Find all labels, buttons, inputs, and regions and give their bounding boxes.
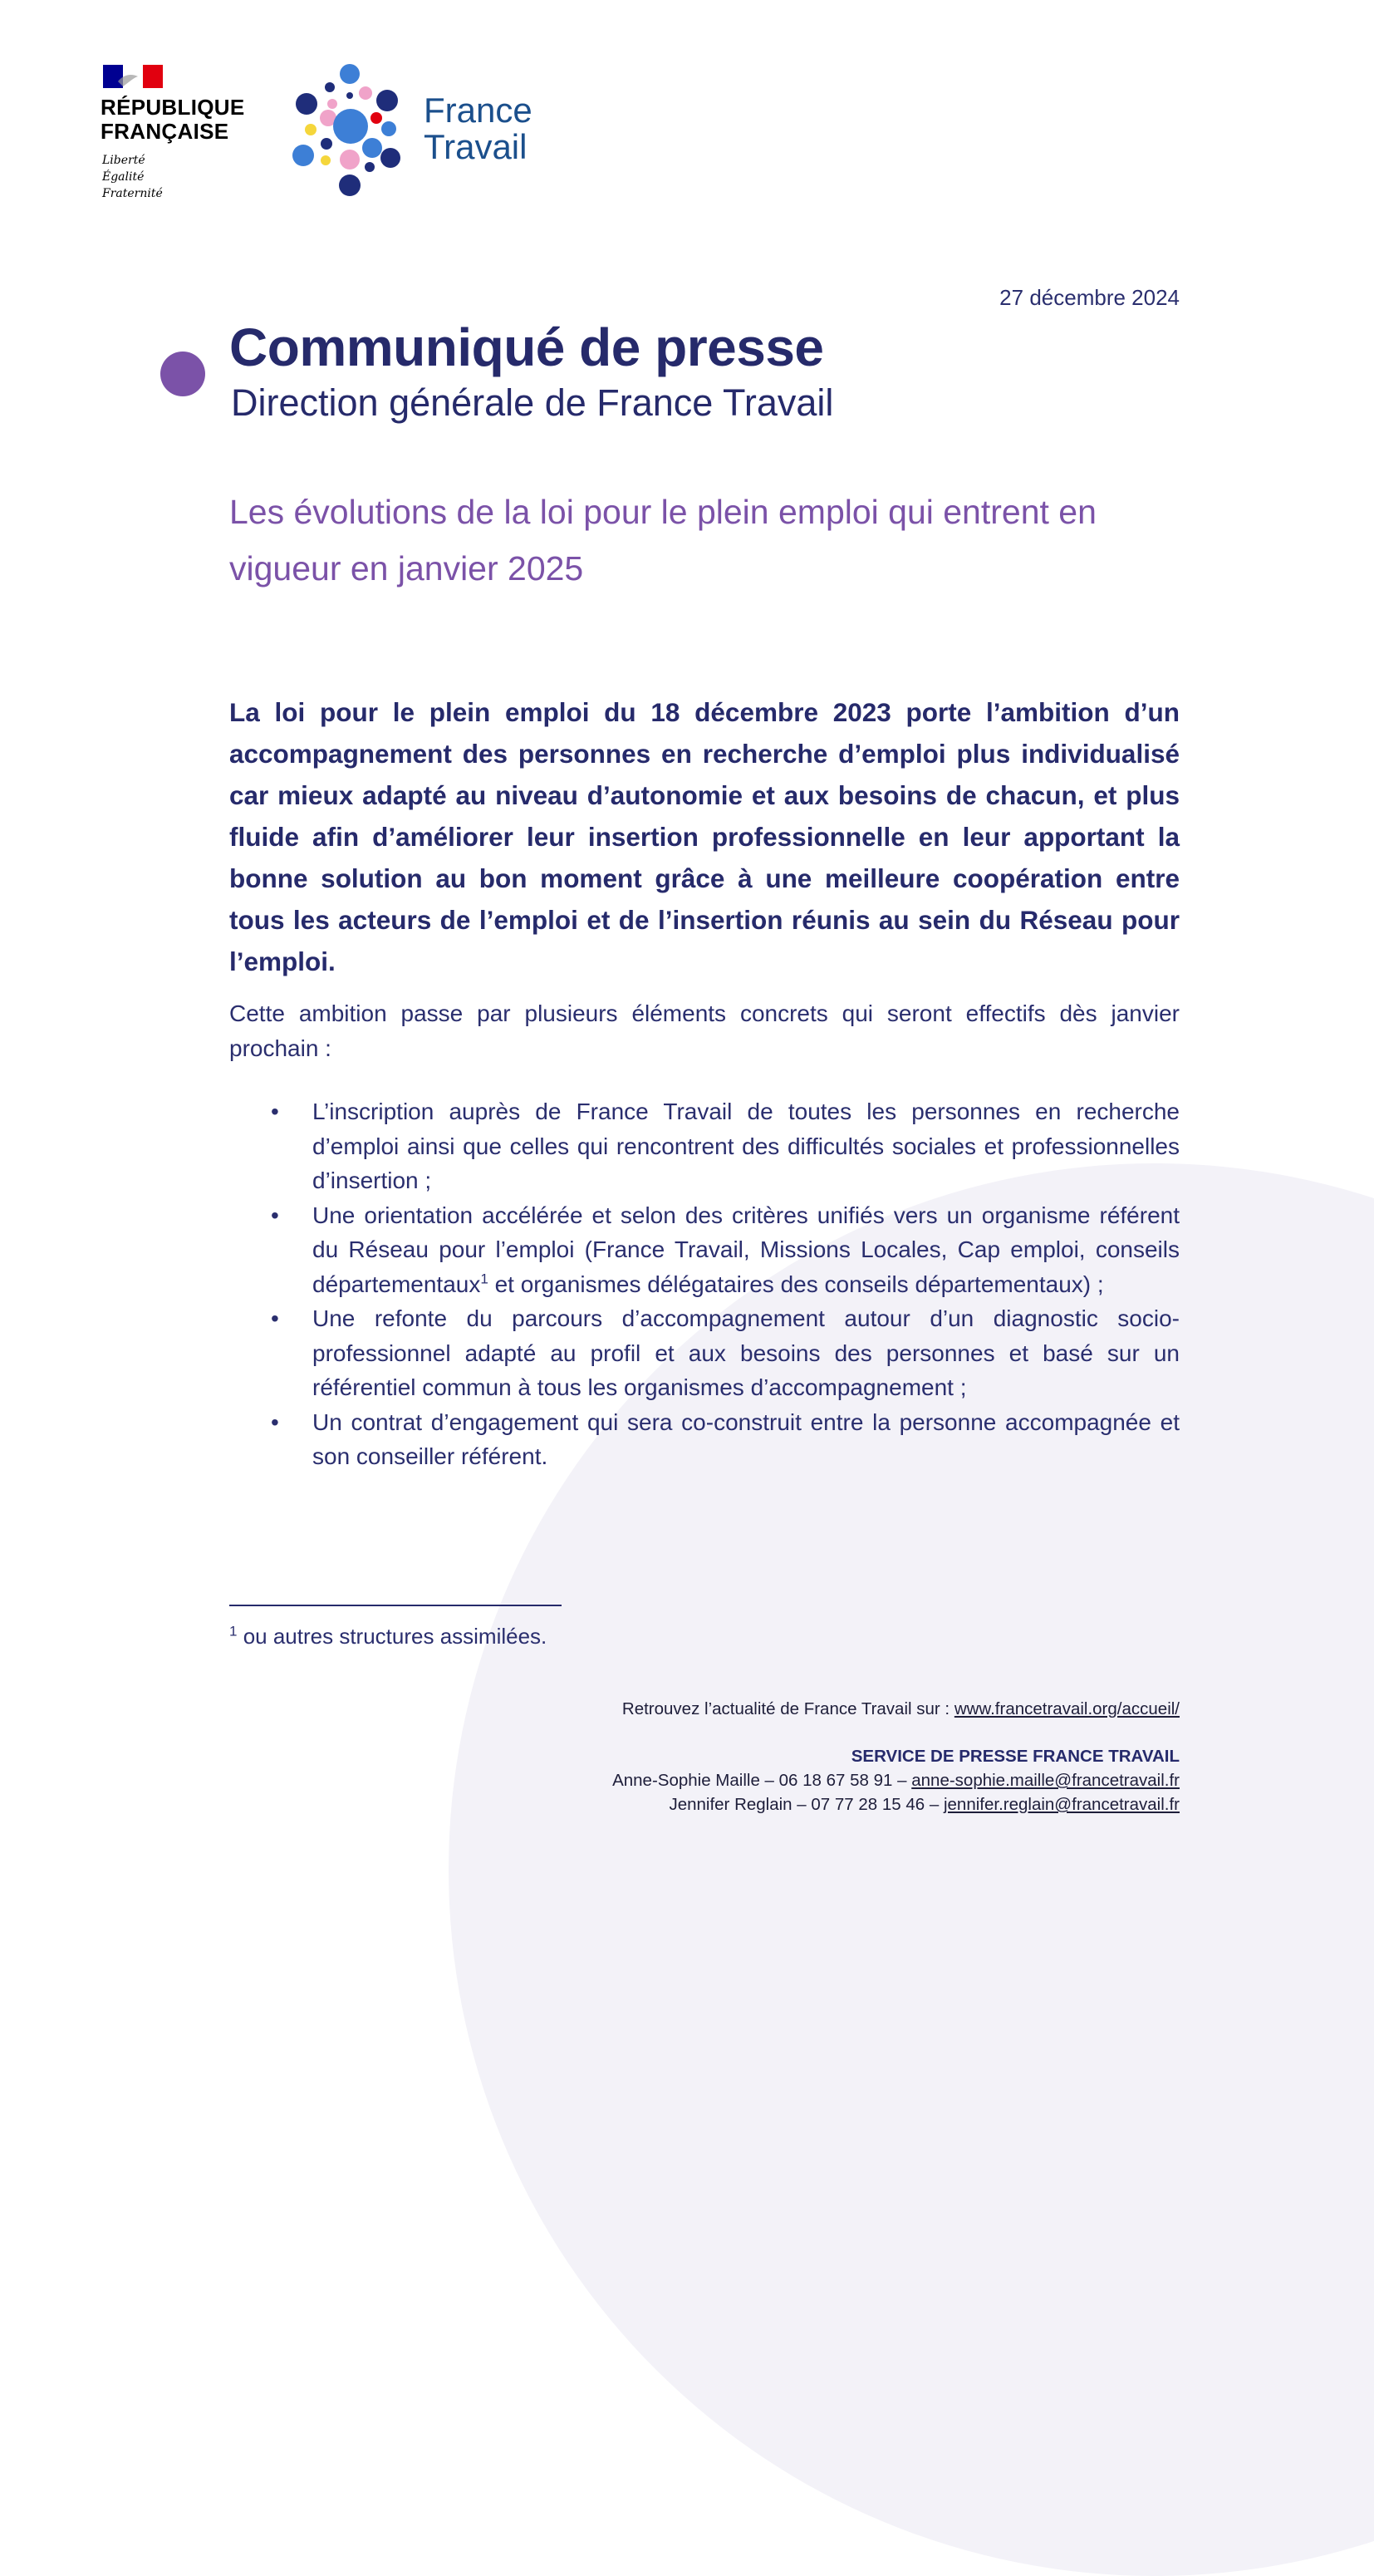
bullet-icon: •	[271, 1305, 279, 1331]
purple-dot-icon	[160, 351, 205, 396]
bullet-text: Une orientation accélérée et selon des critères unifiés vers un organisme référent du Réseau pour l’emploi (France Travail, Missions Locales, Cap emploi, conseils départementaux	[312, 1202, 1180, 1297]
republique-francaise	[101, 96, 258, 144]
news-line	[515, 1697, 1180, 1721]
devise-liberte: Liberté	[102, 154, 145, 167]
footnote-number: 1	[229, 1623, 238, 1639]
list-item	[229, 1301, 1180, 1405]
page-subtitle: Direction générale de France Travail	[231, 381, 834, 424]
press-service-title: SERVICE DE PRESSE FRANCE TRAVAIL	[851, 1747, 1180, 1766]
contact-line-2	[515, 1792, 1180, 1816]
lead-paragraph: La loi pour le plein emploi du 18 décembre 2023 porte l’ambition d’un accompagnement des personnes en recherche d’emploi plus individualisé car mieux adapté au niveau d’autonomie et aux besoins de chacun, et plus fluide afin d’améliorer leur insertion professionnelle en leur apportant la bonne solution au bon moment grâce à une meilleure coopération entre tous les acteurs de l’emploi et de l’insertion réunis au sein du Réseau pour l’emploi.	[229, 697, 1180, 976]
contact1-email-link[interactable]: anne-sophie.maille@francetravail.fr	[911, 1771, 1180, 1790]
devise	[102, 152, 202, 202]
release-date: 27 décembre 2024	[999, 285, 1180, 310]
bullet-text: Un contrat d’engagement qui sera co-construit entre la personne accompagnée et son conseiller référent.	[312, 1408, 1180, 1469]
marianne-flag-icon	[103, 65, 163, 88]
bullet-icon: •	[271, 1408, 279, 1435]
brand-line2: Travail	[424, 127, 528, 166]
bullet-text: L’inscription auprès de France Travail de toutes les personnes en recherche d’emploi ainsi que celles qui rencontrent des difficultés sociales et professionnelles d’insertion ;	[312, 1099, 1180, 1193]
footnote-text: ou autres structures assimilées.	[237, 1624, 547, 1649]
headline: Les évolutions de la loi pour le plein emploi qui entrent en vigueur en janvier 2025	[229, 493, 1097, 587]
bullet-icon: •	[271, 1202, 279, 1228]
bullet-text-cont: et organismes délégataires des conseils départementaux) ;	[488, 1271, 1104, 1297]
footnote	[229, 1621, 894, 1651]
news-link[interactable]: www.francetravail.org/accueil/	[954, 1699, 1180, 1718]
devise-egalite: Égalité	[102, 170, 145, 184]
france-travail-wordmark	[424, 92, 590, 165]
contact1-name: Anne-Sophie Maille – 06 18 67 58 91 –	[612, 1771, 912, 1790]
france-travail-logo-icon	[287, 62, 411, 199]
republique-line2: FRANÇAISE	[101, 119, 229, 144]
page-title: Communiqué de presse	[229, 317, 824, 377]
contact2-name: Jennifer Reglain – 07 77 28 15 46 –	[669, 1795, 944, 1814]
footnote-divider	[229, 1605, 562, 1606]
contact2-email-link[interactable]: jennifer.reglain@francetravail.fr	[943, 1795, 1180, 1814]
contact-line-1	[515, 1768, 1180, 1792]
devise-fraternite: Fraternité	[102, 187, 163, 200]
intro-paragraph: Cette ambition passe par plusieurs éléments concrets qui seront effectifs dès janvier prochain :	[229, 1000, 1180, 1061]
bullet-text: Une refonte du parcours d’accompagnement autour d’un diagnostic socio-professionnel adapté au profil et aux besoins des personnes et basé sur un référentiel commun à tous les organismes d’accompagnement ;	[312, 1305, 1180, 1400]
footnote-ref[interactable]: 1	[480, 1271, 488, 1287]
list-item	[229, 1405, 1180, 1474]
bullet-icon: •	[271, 1099, 279, 1124]
bullet-list	[229, 1094, 1180, 1474]
brand-line1: France	[424, 91, 532, 130]
list-item	[229, 1198, 1180, 1302]
list-item	[229, 1094, 1180, 1198]
news-prefix: Retrouvez l’actualité de France Travail sur :	[621, 1699, 954, 1718]
press-contacts	[515, 1697, 1180, 1816]
republique-line1: RÉPUBLIQUE	[101, 95, 245, 120]
